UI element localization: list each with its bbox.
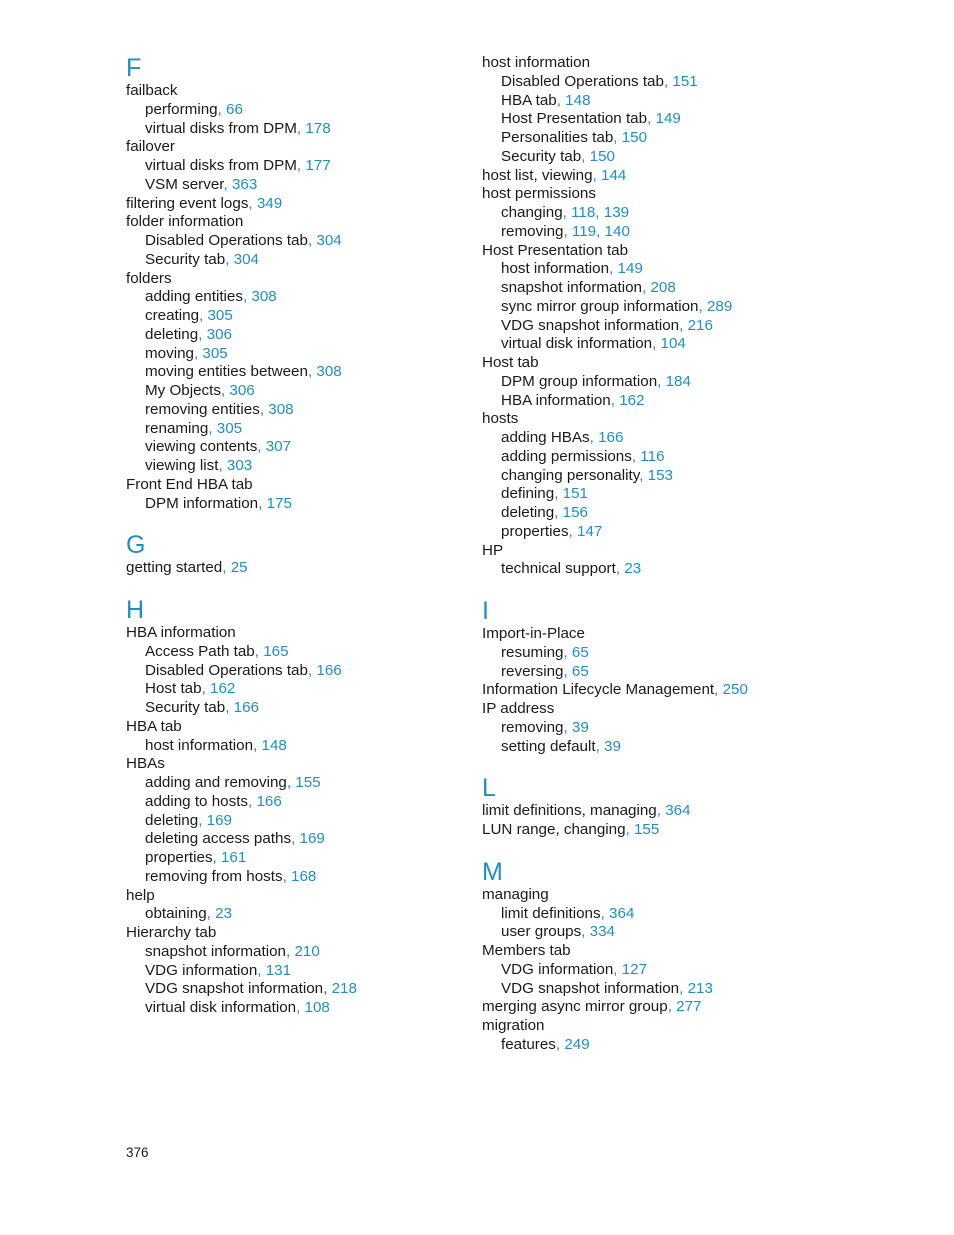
page-reference-link[interactable]: , 250 xyxy=(714,681,748,699)
page-reference-link[interactable]: , 168 xyxy=(282,867,317,885)
page-reference-link[interactable]: , 155 xyxy=(625,821,660,838)
index-term: virtual disk information xyxy=(501,335,653,353)
page-reference-link[interactable]: , 116 xyxy=(631,447,665,465)
page-reference-link[interactable]: , 307 xyxy=(257,438,292,456)
index-subentry xyxy=(482,129,922,148)
index-term: HBAs xyxy=(126,755,165,773)
page-reference-link[interactable]: , 155 xyxy=(286,774,321,791)
index-term: adding and removing xyxy=(145,774,287,791)
index-entry xyxy=(482,1017,922,1036)
index-subentry xyxy=(126,905,466,924)
index-subentry xyxy=(482,260,922,279)
index-term: DPM information xyxy=(145,494,259,512)
index-subentry xyxy=(482,92,922,111)
index-entry xyxy=(482,942,922,961)
index-term: deleting access paths xyxy=(145,830,292,848)
index-subentry xyxy=(126,232,466,251)
index-term: filtering event logs xyxy=(126,194,249,212)
page-reference-link[interactable]: , 166 xyxy=(248,792,282,810)
page-reference-link[interactable]: , 161 xyxy=(212,849,247,866)
index-subentry xyxy=(482,279,922,298)
index-subentry xyxy=(482,719,922,738)
index-term: IP address xyxy=(482,700,555,717)
section-letter: F xyxy=(126,54,142,82)
index-subentry xyxy=(126,680,466,699)
index-subentry xyxy=(126,643,466,662)
index-subentry xyxy=(126,157,466,176)
index-subentry xyxy=(126,363,466,382)
page-reference-link[interactable]: , 169 xyxy=(198,811,232,829)
index-term: Information Lifecycle Management xyxy=(482,681,715,699)
index-term: Import-in-Place xyxy=(482,625,585,642)
index-term: failback xyxy=(126,82,178,99)
page-reference-link[interactable]: , 150 xyxy=(613,129,648,146)
index-term: moving entities between xyxy=(145,363,308,381)
index-entry xyxy=(126,755,466,774)
page-reference-link[interactable]: , 177 xyxy=(296,157,331,174)
page-reference-link[interactable]: , 153 xyxy=(639,466,673,484)
index-term: removing xyxy=(501,718,564,736)
index-term: Disabled Operations tab xyxy=(145,661,308,679)
index-subentry xyxy=(482,663,922,682)
index-term: VDG snapshot information xyxy=(501,316,680,334)
index-term: Security tab xyxy=(501,147,582,165)
index-subentry xyxy=(482,448,922,467)
index-entry xyxy=(126,213,466,232)
page-reference-link[interactable]: , 277 xyxy=(667,998,702,1016)
page-reference-link[interactable]: , 147 xyxy=(568,522,603,540)
index-entry xyxy=(126,924,466,943)
index-term: setting default xyxy=(501,737,596,755)
index-term: removing from hosts xyxy=(145,867,283,885)
index-term: limit definitions xyxy=(501,904,601,922)
index-term: adding HBAs xyxy=(501,429,590,446)
index-subentry xyxy=(126,737,466,756)
index-term: Disabled Operations tab xyxy=(501,72,664,90)
index-term: obtaining xyxy=(145,905,207,923)
page-reference-link[interactable]: , 156 xyxy=(554,504,588,521)
index-entry xyxy=(482,802,922,821)
section-letter: I xyxy=(482,597,489,625)
index-term: My Objects xyxy=(145,382,221,399)
index-term: virtual disks from DPM xyxy=(145,157,297,174)
page-reference-link[interactable]: , 119, 140 xyxy=(563,222,630,240)
index-term: host information xyxy=(482,54,591,71)
page-reference-link[interactable]: , 65 xyxy=(563,662,589,680)
page-reference-link[interactable]: , 305 xyxy=(208,419,243,437)
index-term: host information xyxy=(501,260,610,278)
index-column-right xyxy=(482,54,922,1055)
page-reference-link[interactable]: , 334 xyxy=(581,923,615,941)
index-entry xyxy=(482,410,922,429)
index-term: failover xyxy=(126,138,175,156)
page-reference-link[interactable]: , 65 xyxy=(563,643,589,661)
index-term: Security tab xyxy=(145,699,226,716)
index-entry xyxy=(482,354,922,373)
index-term: properties xyxy=(501,522,569,540)
index-term: DPM group information xyxy=(501,372,658,390)
page-reference-link[interactable]: , 216 xyxy=(679,316,713,334)
index-subentry xyxy=(126,101,466,120)
index-term: Personalities tab xyxy=(501,129,614,146)
index-term: adding entities xyxy=(145,288,243,306)
index-term: technical support xyxy=(501,560,616,578)
index-term: virtual disk information xyxy=(145,999,297,1016)
page-reference-link[interactable]: , 151 xyxy=(663,72,698,90)
index-term: user groups xyxy=(501,923,582,941)
index-entry xyxy=(482,242,922,261)
index-subentry xyxy=(126,326,466,345)
index-entry xyxy=(482,185,922,204)
index-entry xyxy=(126,270,466,289)
index-subentry xyxy=(482,298,922,317)
index-subentry xyxy=(126,495,466,514)
page-reference-link[interactable]: , 39 xyxy=(563,718,589,736)
index-subentry xyxy=(126,438,466,457)
index-term: viewing list xyxy=(145,457,219,474)
index-subentry xyxy=(482,644,922,663)
index-subentry xyxy=(126,830,466,849)
page-reference-link[interactable]: , 184 xyxy=(657,372,691,390)
index-term: Disabled Operations tab xyxy=(145,232,308,249)
page-reference-link[interactable]: , 118, 139 xyxy=(562,204,630,221)
index-term: deleting xyxy=(145,325,199,343)
index-term: properties xyxy=(145,849,213,866)
index-subentry xyxy=(126,288,466,307)
page-reference-link[interactable]: , 305 xyxy=(193,344,228,362)
index-subentry xyxy=(482,961,922,980)
index-entry xyxy=(126,82,466,101)
index-term: Hierarchy tab xyxy=(126,924,217,941)
index-subentry xyxy=(482,110,922,129)
index-subentry xyxy=(126,401,466,420)
page-reference-link[interactable]: , 349 xyxy=(248,194,283,212)
index-term: hosts xyxy=(482,410,519,428)
index-subentry xyxy=(482,73,922,92)
index-term: deleting xyxy=(501,504,555,521)
index-entry xyxy=(126,138,466,157)
page-reference-link[interactable]: , 148 xyxy=(556,91,591,109)
page-reference-link[interactable]: , 151 xyxy=(554,485,588,503)
index-subentry xyxy=(482,738,922,757)
page-reference-link[interactable]: , 210 xyxy=(286,942,320,960)
page-reference-link[interactable]: , 162 xyxy=(610,391,645,409)
index-subentry xyxy=(482,905,922,924)
index-term: HBA information xyxy=(126,624,236,641)
index-term: deleting xyxy=(145,811,199,829)
page-number: 376 xyxy=(126,1145,149,1160)
section-letter: G xyxy=(126,531,146,560)
index-entry xyxy=(126,887,466,906)
index-term: creating xyxy=(145,307,200,324)
page-reference-link[interactable]: , 305 xyxy=(199,307,233,324)
index-entry xyxy=(126,195,466,214)
page-reference-link[interactable]: , 166 xyxy=(225,699,259,716)
index-term: migration xyxy=(482,1017,545,1034)
page-reference-link[interactable]: , 149 xyxy=(609,260,643,278)
index-term: Host Presentation tab xyxy=(482,241,629,259)
page-reference-link[interactable]: , 108 xyxy=(296,999,330,1016)
index-subentry xyxy=(126,345,466,364)
index-term: features xyxy=(501,1035,556,1053)
page-reference-link[interactable]: , 308 xyxy=(242,288,277,306)
page-reference-link[interactable]: , 208 xyxy=(642,279,676,296)
index-subentry xyxy=(482,148,922,167)
index-term: VDG information xyxy=(145,961,258,979)
index-term: host list, viewing xyxy=(482,166,593,184)
index-subentry xyxy=(126,812,466,831)
index-entry xyxy=(482,998,922,1017)
index-entry xyxy=(482,167,922,186)
index-subentry xyxy=(126,962,466,981)
index-term: moving xyxy=(145,344,194,362)
page-reference-link[interactable]: , 25 xyxy=(222,559,248,577)
index-term: HBA tab xyxy=(126,717,182,735)
index-term: viewing contents xyxy=(145,438,258,456)
index-subentry xyxy=(482,335,922,354)
page-reference-link[interactable]: , 131 xyxy=(257,961,292,979)
index-term: Access Path tab xyxy=(145,642,255,660)
index-term: adding to hosts xyxy=(145,792,249,810)
page-reference-link[interactable]: , 23 xyxy=(615,560,642,578)
index-subentry xyxy=(126,120,466,139)
section-letter: H xyxy=(126,596,145,624)
page-reference-link[interactable]: , 306 xyxy=(198,325,232,343)
index-term: host permissions xyxy=(482,185,596,203)
index-term: Security tab xyxy=(145,250,226,268)
index-subentry xyxy=(126,774,466,793)
page-reference-link[interactable]: , 162 xyxy=(201,680,236,698)
index-term: performing xyxy=(145,100,218,118)
page-reference-link[interactable]: , 308 xyxy=(307,363,342,381)
index-subentry xyxy=(482,392,922,411)
page-reference-link[interactable]: , 148 xyxy=(253,736,287,754)
index-subentry xyxy=(126,699,466,718)
page-reference-link[interactable]: , 149 xyxy=(647,110,681,128)
index-subentry xyxy=(482,429,922,448)
index-entry xyxy=(482,700,922,719)
index-subentry xyxy=(126,176,466,195)
index-term: VDG information xyxy=(501,960,614,978)
page-reference-link[interactable]: , 303 xyxy=(218,457,253,474)
index-subentry xyxy=(482,467,922,486)
page-reference-link[interactable]: , 289 xyxy=(698,297,733,315)
index-entry xyxy=(126,476,466,495)
index-subentry xyxy=(126,457,466,476)
index-subentry xyxy=(482,980,922,999)
index-term: folder information xyxy=(126,213,244,231)
index-entry xyxy=(482,681,922,700)
page-reference-link[interactable]: , 169 xyxy=(291,830,325,848)
index-entry xyxy=(126,624,466,643)
index-term: help xyxy=(126,886,155,904)
index-subentry xyxy=(126,999,466,1018)
section-letter: L xyxy=(482,774,496,803)
index-subentry xyxy=(126,251,466,270)
index-entry xyxy=(482,542,922,561)
page-reference-link[interactable]: , 150 xyxy=(581,147,615,165)
index-term: host information xyxy=(145,736,254,754)
page-reference-link[interactable]: , 127 xyxy=(613,960,648,978)
index-subentry xyxy=(482,317,922,336)
index-term: Host tab xyxy=(482,354,539,371)
index-term: Members tab xyxy=(482,942,571,959)
index-entry xyxy=(126,718,466,737)
page-reference-link[interactable]: , 166 xyxy=(307,661,342,679)
index-term: sync mirror group information xyxy=(501,297,699,315)
index-entry xyxy=(126,559,466,578)
index-term: snapshot information xyxy=(501,279,642,296)
index-term: HBA tab xyxy=(501,91,557,109)
page-reference-link[interactable]: , 66 xyxy=(217,100,243,118)
page-reference-link[interactable]: , 213 xyxy=(679,979,713,997)
index-term: renaming xyxy=(145,419,209,437)
page-reference-link[interactable]: , 249 xyxy=(555,1035,590,1053)
index-term: managing xyxy=(482,885,549,903)
index-term: Host tab xyxy=(145,680,202,698)
page-reference-link[interactable]: , 364 xyxy=(600,904,635,922)
index-subentry xyxy=(126,943,466,962)
index-term: resuming xyxy=(501,643,564,661)
index-term: LUN range, changing xyxy=(482,821,626,838)
page-reference-link[interactable]: , 104 xyxy=(652,335,686,353)
index-term: HP xyxy=(482,541,504,559)
page-reference-link[interactable]: , 363 xyxy=(223,175,258,193)
index-subentry xyxy=(482,504,922,523)
page-reference-link[interactable]: , 178 xyxy=(296,119,331,137)
index-term: Front End HBA tab xyxy=(126,475,253,493)
index-term: getting started xyxy=(126,559,223,577)
index-term: merging async mirror group xyxy=(482,998,668,1016)
index-term: limit definitions, managing xyxy=(482,802,657,820)
page-reference-link[interactable]: , 144 xyxy=(592,166,627,184)
section-letter: M xyxy=(482,857,503,886)
index-term: reversing xyxy=(501,662,564,680)
index-subentry xyxy=(126,420,466,439)
index-subentry xyxy=(126,662,466,681)
index-term: virtual disks from DPM xyxy=(145,119,297,137)
index-subentry xyxy=(482,223,922,242)
page-reference-link[interactable]: , 166 xyxy=(589,429,624,446)
index-term: HBA information xyxy=(501,391,611,409)
index-subentry xyxy=(126,382,466,401)
index-subentry xyxy=(482,1036,922,1055)
page-reference-link[interactable]: , 23 xyxy=(206,905,232,923)
index-term: snapshot information xyxy=(145,942,286,960)
index-subentry xyxy=(126,307,466,326)
index-term: adding permissions xyxy=(501,447,632,465)
index-term: VDG snapshot information xyxy=(501,979,680,997)
index-subentry xyxy=(126,793,466,812)
index-subentry xyxy=(482,523,922,542)
index-subentry xyxy=(482,560,922,579)
page-reference-link[interactable]: , 175 xyxy=(258,494,292,512)
page-reference-link[interactable]: , 306 xyxy=(220,382,255,399)
index-term: Host Presentation tab xyxy=(501,110,648,128)
index-term: folders xyxy=(126,269,172,287)
page-reference-link[interactable]: , 165 xyxy=(254,642,289,660)
index-entry xyxy=(482,821,922,840)
page-reference-link[interactable]: , 304 xyxy=(307,232,342,249)
index-term: VDG snapshot information xyxy=(145,980,324,998)
index-column-left xyxy=(126,54,466,1018)
page-reference-link[interactable]: , 39 xyxy=(595,737,621,755)
index-entry xyxy=(482,54,922,73)
page-reference-link[interactable]: , 304 xyxy=(225,250,259,268)
index-subentry xyxy=(482,204,922,223)
page-reference-link[interactable]: , 364 xyxy=(656,802,691,820)
index-term: VSM server xyxy=(145,175,224,193)
index-entry xyxy=(482,886,922,905)
index-term: changing xyxy=(501,204,563,221)
index-subentry xyxy=(482,373,922,392)
index-subentry xyxy=(482,485,922,504)
index-subentry xyxy=(126,980,466,999)
index-subentry xyxy=(126,849,466,868)
index-term: removing entities xyxy=(145,400,260,418)
page-reference-link[interactable]: , 308 xyxy=(259,400,294,418)
page-reference-link[interactable]: , 218 xyxy=(323,980,357,998)
index-entry xyxy=(482,625,922,644)
index-subentry xyxy=(482,923,922,942)
index-term: changing personality xyxy=(501,466,640,484)
index-term: defining xyxy=(501,485,555,503)
index-term: removing xyxy=(501,222,564,240)
index-subentry xyxy=(126,868,466,887)
